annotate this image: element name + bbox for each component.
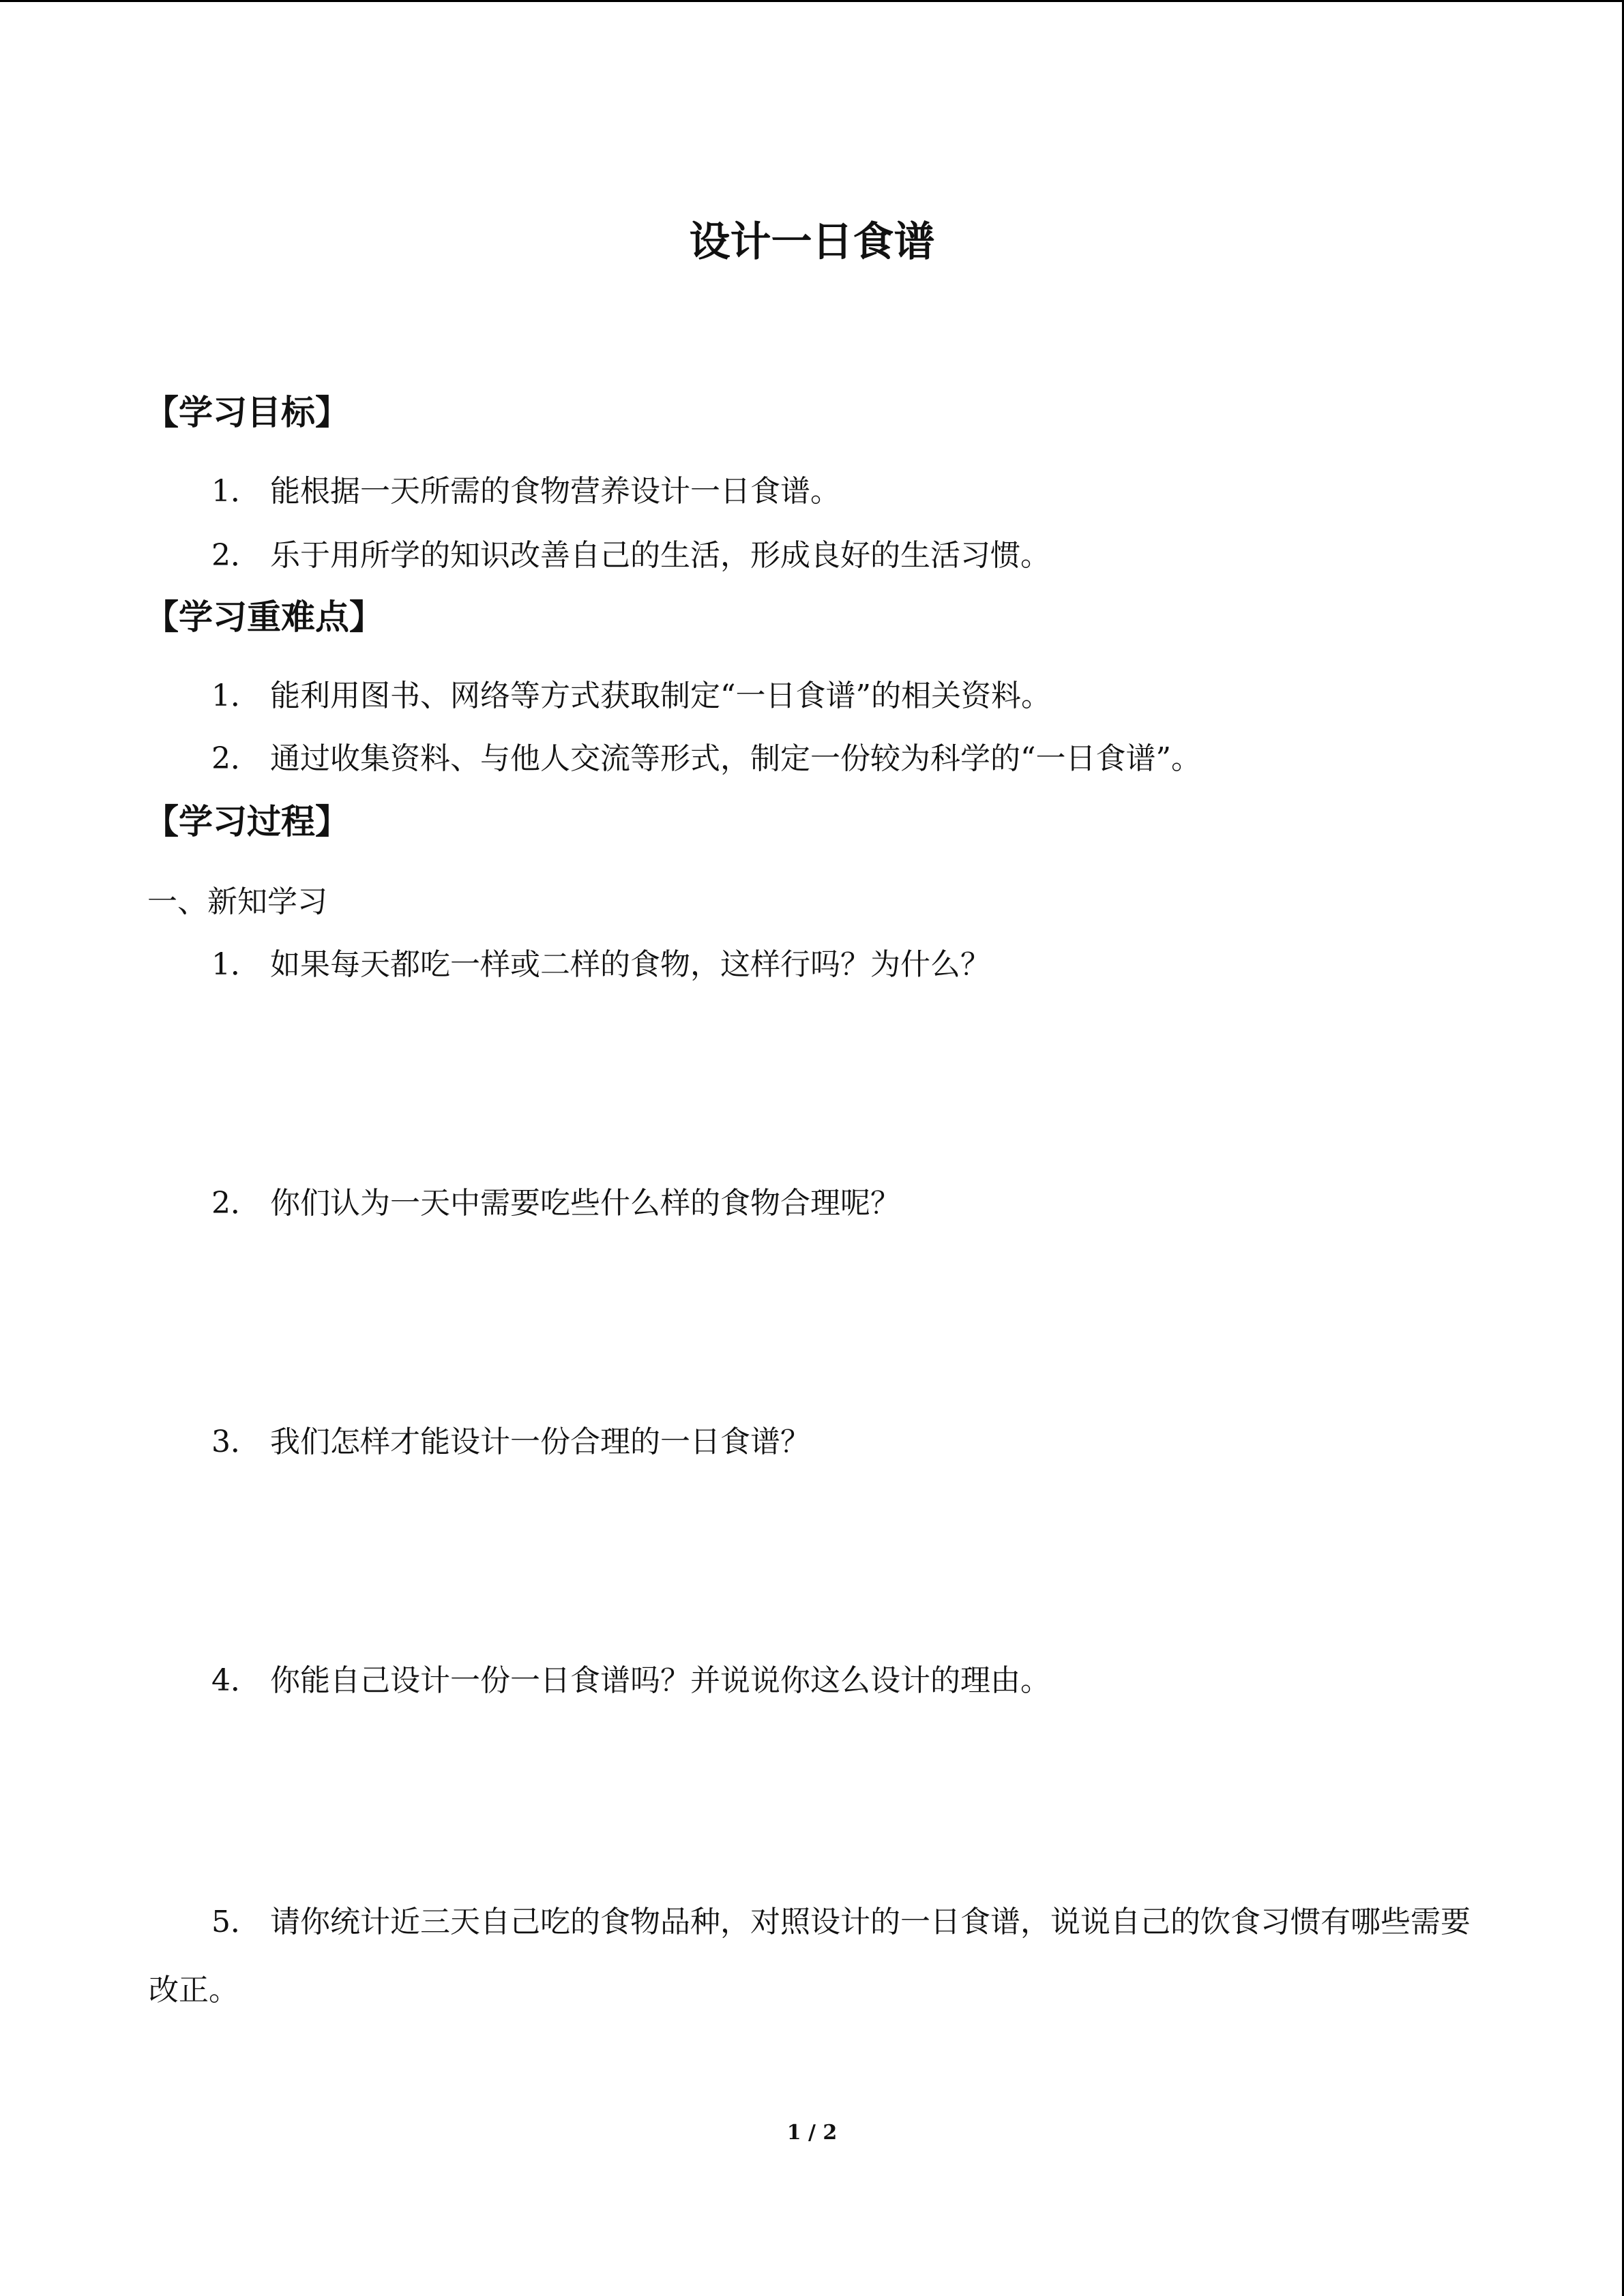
process-heading: 【学习过程】 [145, 802, 349, 841]
objective-text: 乐于用所学的知识改善自己的生活，形成良好的生活习惯。 [270, 538, 1050, 573]
question-number: 3． [211, 1425, 261, 1459]
question-number: 5． [211, 1905, 261, 1939]
objectives-heading: 【学习目标】 [145, 393, 349, 432]
key-point-number: 2． [211, 741, 261, 776]
key-point-number: 1． [211, 679, 261, 713]
key-point-text: 通过收集资料、与他人交流等形式，制定一份较为科学的“一日食谱”。 [270, 741, 1201, 776]
objective-item [211, 528, 1050, 583]
question-text: 你能自己设计一份一日食谱吗？并说说你这么设计的理由。 [270, 1663, 1050, 1698]
key-point-item [211, 732, 1201, 786]
question-number: 1． [211, 947, 261, 982]
question-item [211, 938, 990, 992]
question-item [149, 1888, 1486, 2025]
question-number: 4． [211, 1663, 261, 1698]
key-point-item [211, 669, 1051, 724]
question-text: 请你统计近三天自己吃的食物品种，对照设计的一日食谱，说说自己的饮食习惯有哪些需要改正。 [149, 1905, 1471, 2008]
question-text: 我们怎样才能设计一份合理的一日食谱？ [270, 1425, 810, 1459]
question-item [211, 1176, 900, 1231]
page-number: 1 / 2 [786, 2121, 838, 2145]
question-text: 如果每天都吃一样或二样的食物，这样行吗？为什么？ [270, 947, 990, 982]
question-text: 你们认为一天中需要吃些什么样的食物合理呢？ [270, 1186, 900, 1221]
objective-number: 1． [211, 474, 261, 509]
question-item [211, 1415, 810, 1470]
question-number: 2． [211, 1186, 261, 1221]
objective-item [211, 464, 840, 519]
objective-text: 能根据一天所需的食物营养设计一日食谱。 [270, 474, 840, 509]
objective-number: 2． [211, 538, 261, 573]
key-points-heading: 【学习重难点】 [145, 597, 383, 637]
section-title: 一、新知学习 [147, 884, 327, 919]
document-title: 设计一日食谱 [689, 218, 935, 266]
key-point-text: 能利用图书、网络等方式获取制定“一日食谱”的相关资料。 [270, 679, 1051, 713]
question-item [211, 1654, 1050, 1708]
